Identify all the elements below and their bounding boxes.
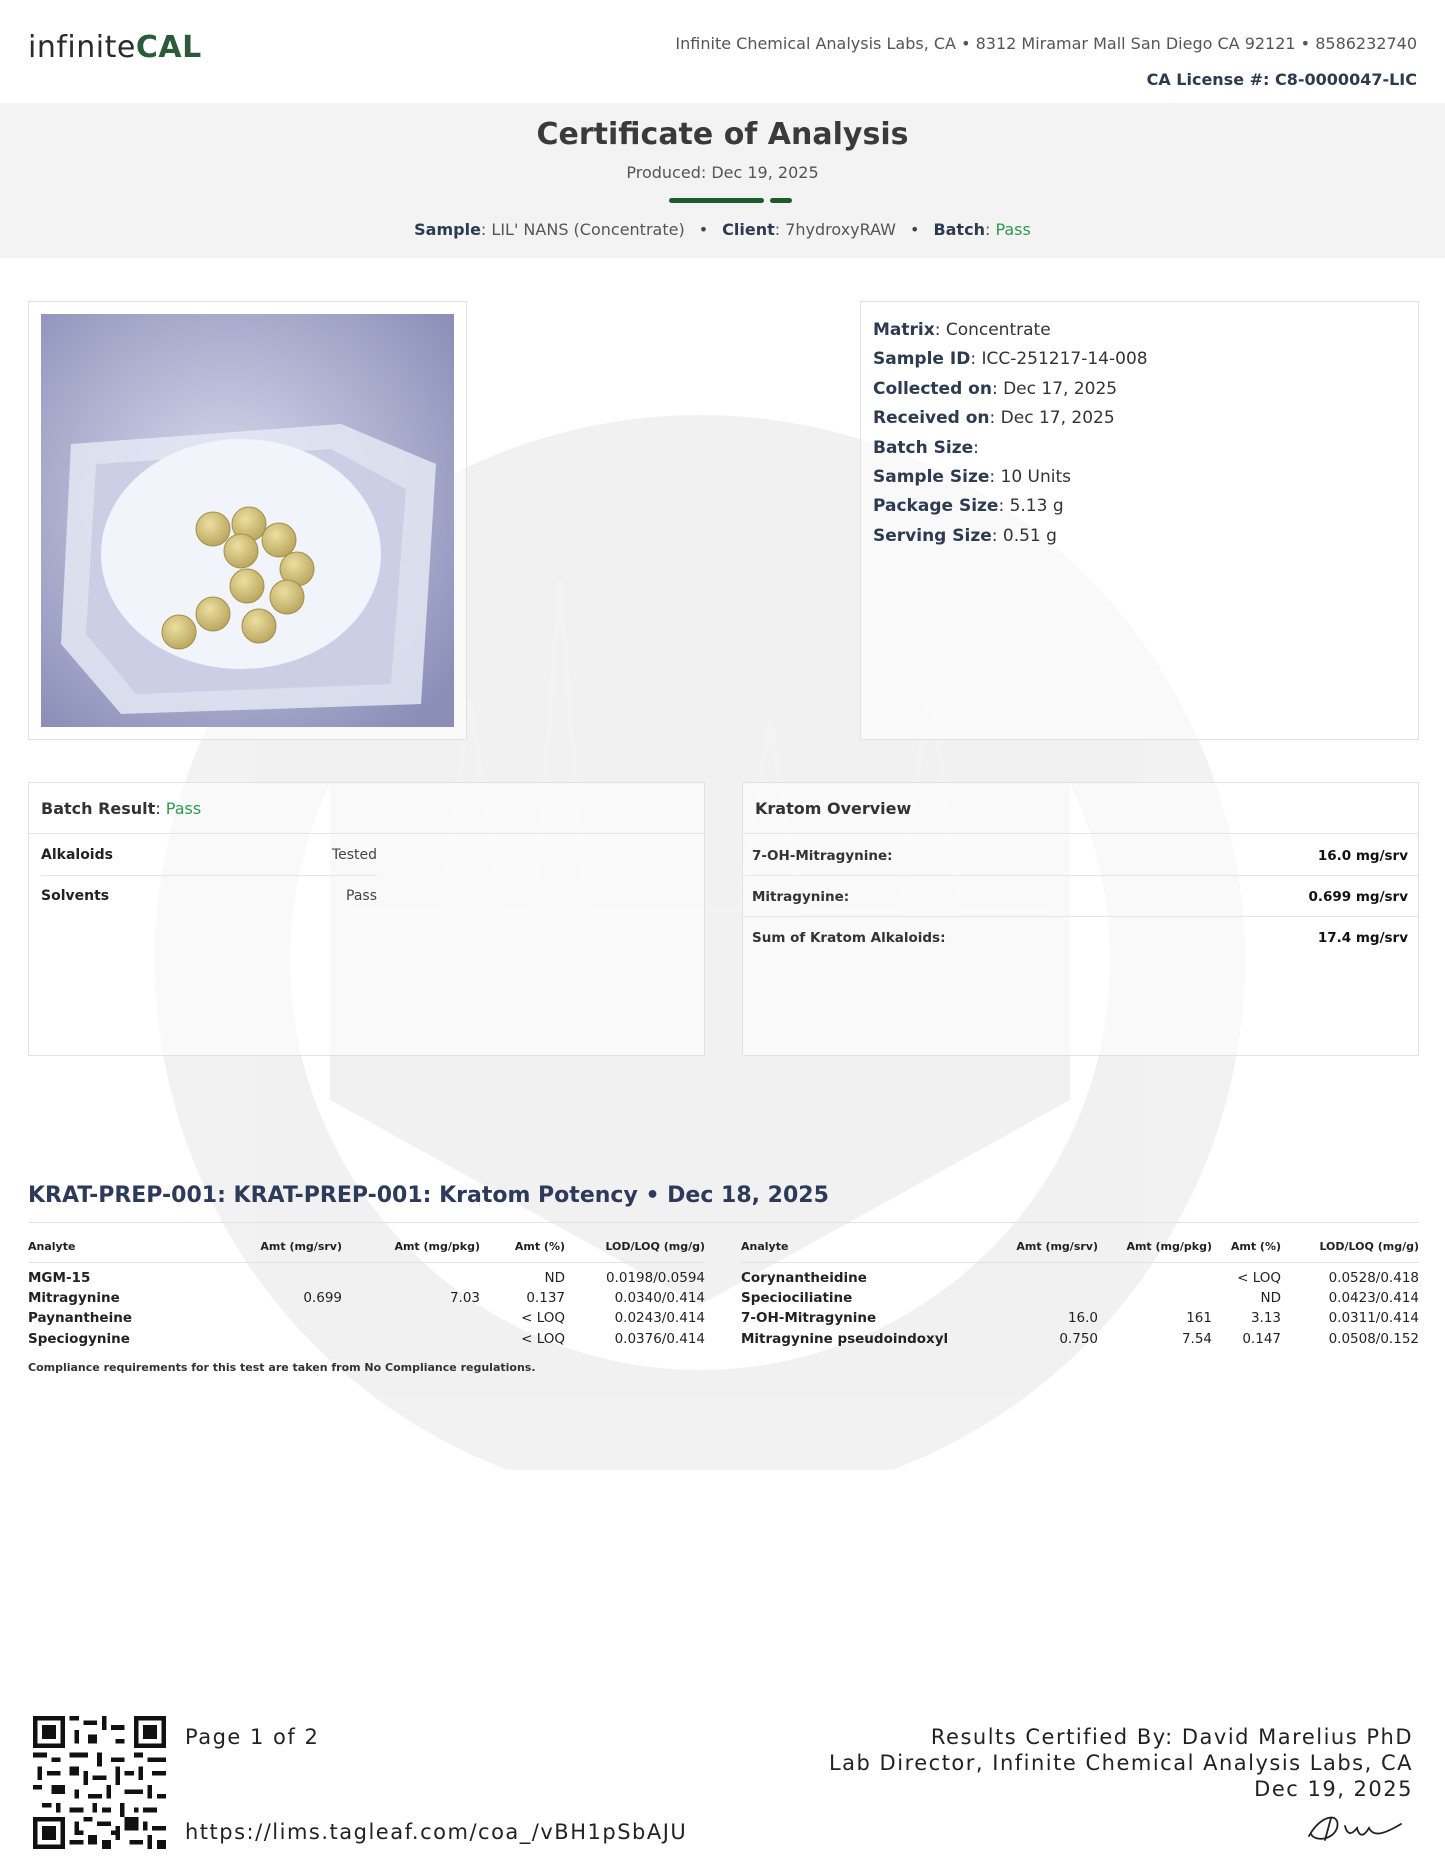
- page-title: Certificate of Analysis: [536, 117, 909, 152]
- lod-loq: 0.0376/0.414: [614, 1330, 705, 1347]
- kratom-overview-heading: [743, 783, 1418, 834]
- analyte-name: Speciociliatine: [741, 1289, 853, 1306]
- analyte-name: Mitragynine: [28, 1289, 120, 1306]
- potency-table-left: [28, 1232, 705, 1349]
- amt-srv: [956, 1288, 1098, 1309]
- meta-sample-id: [873, 345, 1406, 374]
- meta-value: : Dec 17, 2025: [989, 408, 1115, 429]
- batch-row-status: Tested: [331, 847, 377, 863]
- lod-loq: 0.0340/0.414: [614, 1289, 705, 1306]
- sample-label: Sample: [414, 220, 481, 239]
- batch-row-name: Solvents: [41, 888, 110, 904]
- amt-pkg: [1098, 1262, 1212, 1288]
- batch-row-alkaloids: [41, 835, 377, 876]
- analyte-name: Corynantheidine: [741, 1269, 867, 1286]
- table-header-row: [741, 1232, 1419, 1262]
- amt-srv: [956, 1262, 1098, 1288]
- batch-label: Batch: [933, 220, 985, 239]
- amt-pkg: [1098, 1288, 1212, 1309]
- batch-status: Pass: [995, 220, 1031, 239]
- amt-pkg: 161: [1186, 1310, 1212, 1327]
- certifier-title: Lab Director, Infinite Chemical Analysis Labs, CA: [828, 1751, 1413, 1775]
- col-amt-pct: Amt (%): [480, 1232, 565, 1262]
- sample-photo-card: [28, 301, 467, 740]
- kratom-row-value: 17.4 mg/srv: [1317, 930, 1408, 946]
- col-analyte: Analyte: [28, 1232, 168, 1262]
- analyte-name: MGM-15: [28, 1269, 91, 1286]
- compliance-note: Compliance requirements for this test are taken from No Compliance regulations.: [28, 1361, 536, 1374]
- amt-pct: ND: [544, 1269, 565, 1286]
- kratom-row-name: Sum of Kratom Alkaloids:: [752, 930, 946, 946]
- kratom-row-name: Mitragynine:: [752, 889, 850, 905]
- meta-label: Serving Size: [873, 525, 992, 546]
- meta-label: Matrix: [873, 320, 935, 340]
- col-amt-srv: Amt (mg/srv): [956, 1232, 1098, 1262]
- meta-value: : 10 Units: [989, 467, 1072, 488]
- lod-loq: 0.0528/0.418: [1328, 1269, 1419, 1286]
- page-number: Page 1 of 2: [185, 1725, 320, 1749]
- sample-value: : LIL' NANS (Concentrate): [480, 220, 685, 239]
- amt-pct: 0.137: [526, 1289, 565, 1306]
- kratom-row-sum: [743, 917, 1418, 958]
- amt-srv: 0.750: [1059, 1330, 1098, 1347]
- batch-row-name: Alkaloids: [41, 847, 113, 863]
- col-lod-loq: LOD/LOQ (mg/g): [1281, 1232, 1419, 1262]
- coa-url-link[interactable]: https://lims.tagleaf.com/coa_/vBH1pSbAJU: [185, 1820, 688, 1844]
- title-divider: [669, 198, 792, 217]
- meta-serving-size: [873, 522, 1406, 551]
- amt-pct: < LOQ: [521, 1310, 565, 1327]
- amt-pct: 3.13: [1250, 1310, 1281, 1327]
- amt-srv: 0.699: [303, 1289, 342, 1306]
- amt-srv: [168, 1262, 342, 1288]
- meta-value: : ICC-251217-14-008: [970, 349, 1148, 370]
- certified-by: Results Certified By: David Marelius PhD: [930, 1725, 1413, 1749]
- client-label: Client: [722, 220, 775, 239]
- table-header-row: [28, 1232, 705, 1262]
- meta-value: : Dec 17, 2025: [991, 378, 1118, 399]
- lab-license: [1147, 70, 1417, 89]
- meta-value: : 0.51 g: [991, 525, 1057, 546]
- lod-loq: 0.0311/0.414: [1328, 1310, 1419, 1327]
- lod-loq: 0.0198/0.0594: [605, 1269, 705, 1286]
- amt-pct: < LOQ: [521, 1330, 565, 1347]
- kratom-row-name: 7-OH-Mitragynine:: [752, 848, 893, 864]
- potency-table-right: [741, 1232, 1419, 1349]
- amt-srv: 16.0: [1067, 1310, 1098, 1327]
- lod-loq: 0.0243/0.414: [614, 1310, 705, 1327]
- meta-value: : 5.13 g: [998, 496, 1064, 517]
- qr-code-icon[interactable]: [33, 1716, 166, 1849]
- logo-suffix: CAL: [135, 30, 202, 65]
- meta-label: Collected on: [873, 378, 992, 399]
- meta-label: Received on: [873, 408, 990, 429]
- client-value: : 7hydroxyRAW: [774, 220, 896, 239]
- meta-batch-size: [873, 434, 1406, 463]
- col-analyte: Analyte: [741, 1232, 956, 1262]
- analyte-name: 7-OH-Mitragynine: [741, 1310, 877, 1327]
- col-amt-pct: Amt (%): [1212, 1232, 1281, 1262]
- col-amt-srv: Amt (mg/srv): [168, 1232, 342, 1262]
- potency-title: KRAT-PREP-001: KRAT-PREP-001: Kratom Potency • Dec 18, 2025: [28, 1183, 829, 1208]
- lod-loq: 0.0423/0.414: [1328, 1289, 1419, 1306]
- kratom-overview-card: [742, 782, 1419, 1056]
- col-amt-pkg: Amt (mg/pkg): [342, 1232, 480, 1262]
- amt-pct: ND: [1260, 1289, 1281, 1306]
- amt-pkg: [342, 1308, 480, 1329]
- amt-pkg: [342, 1329, 480, 1350]
- amt-pct: < LOQ: [1237, 1269, 1281, 1286]
- meta-package-size: [873, 492, 1406, 521]
- kratom-row-mitragynine: [743, 876, 1418, 917]
- signature-icon: [1301, 1806, 1411, 1846]
- batch-result-heading: Batch Result: Pass: [29, 783, 704, 834]
- sample-tablets-photo: [41, 314, 454, 727]
- meta-label: Sample Size: [873, 467, 990, 488]
- col-amt-pkg: Amt (mg/pkg): [1098, 1232, 1212, 1262]
- lab-logo: [28, 30, 202, 65]
- analyte-name: Paynantheine: [28, 1310, 132, 1327]
- license-label: CA License #:: [1146, 70, 1270, 89]
- amt-pct: 0.147: [1242, 1330, 1281, 1347]
- meta-received-on: [873, 404, 1406, 433]
- meta-collected-on: [873, 375, 1406, 404]
- batch-result-card: [28, 782, 705, 1056]
- kratom-overview-title: Kratom Overview: [755, 799, 912, 818]
- sample-details-card: [860, 301, 1419, 740]
- kratom-row-value: 16.0 mg/srv: [1317, 848, 1408, 864]
- table-row: [28, 1262, 705, 1288]
- batch-row-status: Pass: [346, 888, 377, 904]
- table-row: [28, 1308, 705, 1329]
- amt-srv: [168, 1308, 342, 1329]
- meta-value: : Concentrate: [934, 320, 1051, 340]
- batch-result-status: Pass: [165, 799, 202, 818]
- table-row: [741, 1308, 1419, 1329]
- meta-label: Sample ID: [873, 349, 971, 370]
- table-row: [741, 1329, 1419, 1350]
- meta-value: :: [973, 437, 979, 458]
- logo-prefix: infinite: [28, 30, 136, 65]
- kratom-row-7oh: [743, 835, 1418, 876]
- license-value: C8-0000047-LIC: [1275, 70, 1417, 89]
- sample-summary: Sample: LIL' NANS (Concentrate) • Client: 7hydroxyRAW • Batch: Pass: [414, 220, 1031, 239]
- lab-address: Infinite Chemical Analysis Labs, CA • 8312 Miramar Mall San Diego CA 92121 • 8586232740: [675, 34, 1417, 53]
- meta-sample-size: [873, 463, 1406, 492]
- col-lod-loq: LOD/LOQ (mg/g): [565, 1232, 705, 1262]
- batch-row-solvents: [41, 876, 377, 917]
- table-row: [741, 1288, 1419, 1309]
- table-row: [28, 1288, 705, 1309]
- batch-result-label: Batch Result: [41, 799, 156, 818]
- table-row: [741, 1262, 1419, 1288]
- table-row: [28, 1329, 705, 1350]
- amt-pkg: [342, 1262, 480, 1288]
- produced-date: Produced: Dec 19, 2025: [626, 163, 819, 182]
- meta-matrix: [873, 316, 1406, 345]
- amt-pkg: 7.54: [1181, 1330, 1212, 1347]
- amt-srv: [168, 1329, 342, 1350]
- amt-pkg: 7.03: [449, 1289, 480, 1306]
- meta-label: Package Size: [873, 496, 999, 517]
- kratom-row-value: 0.699 mg/srv: [1308, 889, 1408, 905]
- potency-divider: [28, 1222, 1419, 1223]
- certification-block: [829, 1724, 1413, 1802]
- meta-label: Batch Size: [873, 437, 974, 458]
- analyte-name: Speciogynine: [28, 1330, 130, 1347]
- certification-date: Dec 19, 2025: [1254, 1777, 1413, 1801]
- analyte-name: Mitragynine pseudoindoxyl: [741, 1330, 949, 1347]
- lod-loq: 0.0508/0.152: [1328, 1330, 1419, 1347]
